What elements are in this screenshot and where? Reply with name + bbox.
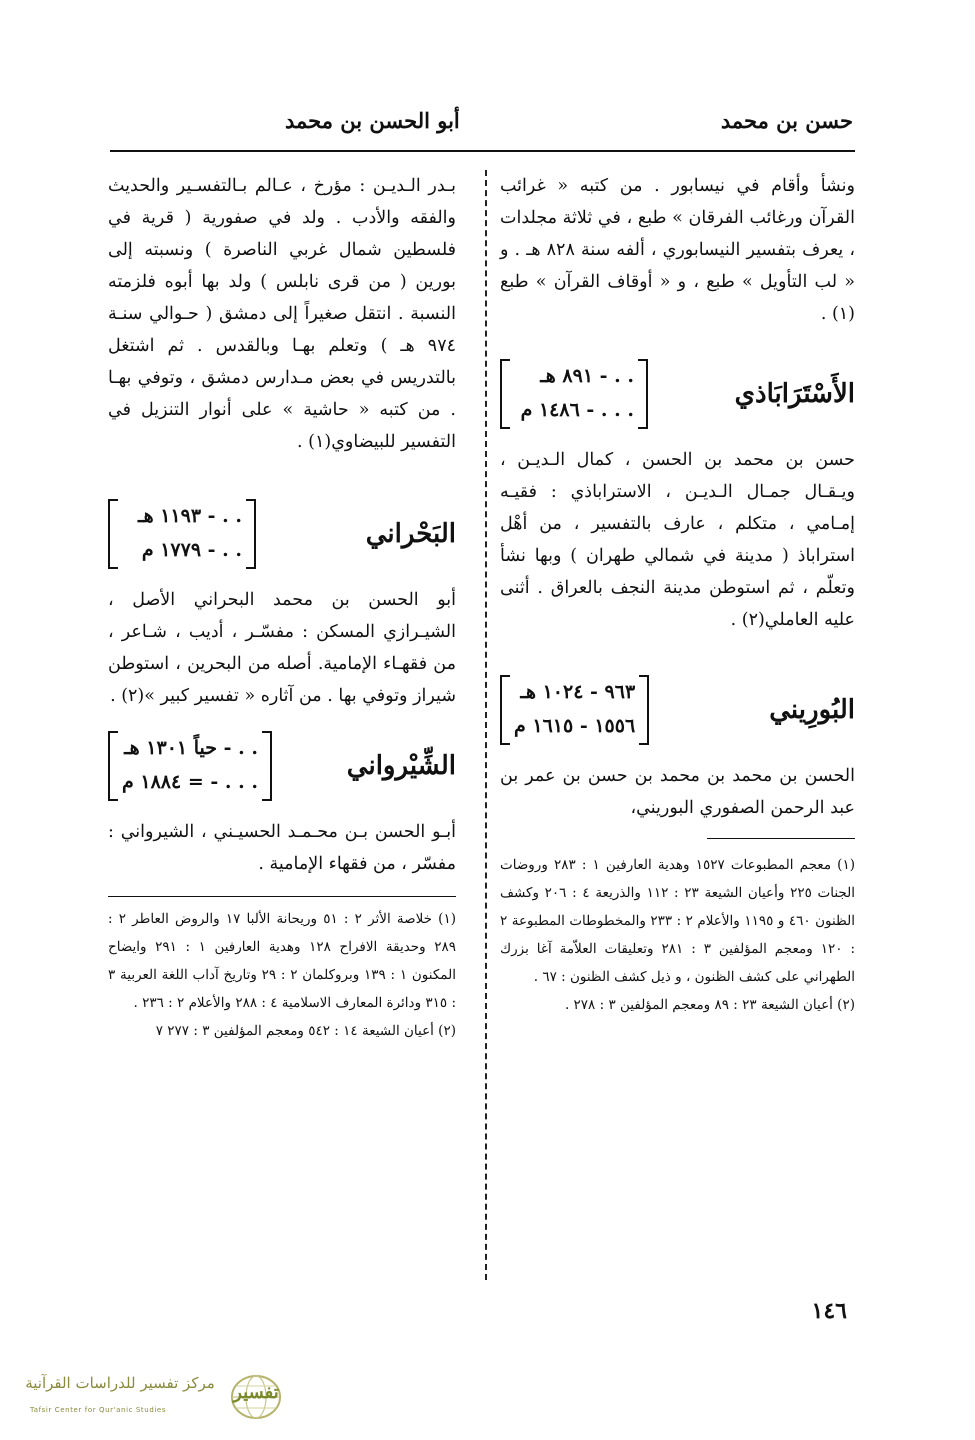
footnote: (٢) أعيان الشيعة ٢٣ : ٨٩ ومعجم المؤلفين ٣ : ٢٧٨ .: [564, 997, 855, 1013]
continued-entry-text: بـدر الـديـن : مؤرخ ، عـالم بـالتفسـير والحديث والفقه والأدب . ولد في صفورية ( قرية في فلسطين شمال غربي الناصرة ) ونسبته إلى بورين ( من قرى نابلس ) ولد بها أبوه فلزمته النسبة . انتقل صغيراً إلى دمشق ( حـوالي سنـة ٩٧٤ هـ ) وتعلم بهـا وبالقدس . ثم اشتغل بالتدريس في بعض مـدارس دمشق ، وتوفي بهـا . من كتبه « حاشية » على أنوار التنزيل في التفسير للبيضاوي(١) .: [108, 176, 456, 452]
footnote-rule: [707, 838, 855, 839]
logo-arabic-text: مركز تفسير للدراسات القرآنية: [25, 1374, 215, 1392]
date-hijri: ٩٦٣ - ١٠٢٤ هـ: [520, 681, 636, 703]
footnote: (١) خلاصة الأثر ٢ : ٥١ وريحانة الألبا ١٧ والروض العاطر ٢ : ٢٨٩ وحديقة الافراح ١٢٨ وهدية العارفين ١ : ٢٩١ وايضاح المكنون ١ : ١٣٩ وبروكلمان ٢ : ٢٩ وتاريخ آداب اللغة العربية ٣ : ٣١٥ ودائرة المعارف الاسلامية ٤ : ٢٨٨ والأعلام ٢ : ٢٣٦ .: [108, 911, 456, 1011]
date-gregorian: . . . - = ١٨٨٤ م: [122, 771, 258, 793]
date-bracket: [500, 675, 649, 745]
date-gregorian: ١٥٥٦ - ١٦١٥ م: [514, 715, 636, 737]
page-number: ١٤٦: [811, 1298, 847, 1324]
footnote: (١) معجم المطبوعات ١٥٢٧ وهدية العارفين ١ : ٢٨٣ وروضات الجنات ٢٢٥ وأعيان الشيعة ٢٣ : ١١٢ والذريعة ٤ : ٢٠٦ وكشف الظنون ٤٦٠ و ١١٩٥ والأعلام ٢ : ٢٣٣ والمخطوطات المطبوعة ٢ : ١٢٠ ومعجم المؤلفين ٣ : ٢٨١ وتعليقات العلاّمة آغا بزرك الطهراني على كشف الظنون ، و ذيل كشف الظنون : ٦٧ .: [500, 857, 856, 985]
date-gregorian: . . - ١٧٧٩ م: [141, 539, 242, 561]
publisher-logo: [20, 1368, 290, 1428]
logo-mark-text: تفسير: [233, 1382, 279, 1403]
entry-name: الأَسْتَرَابَاذي: [734, 379, 855, 409]
entry-heading: [500, 354, 855, 434]
date-bracket: [108, 731, 272, 801]
entry-text: حسن بن محمد بن الحسن ، كمال الـديـن ، ويـقـال جمـال الـديـن ، الاستراباذي : فقيـه إمـامي ، متكلم ، عارف بالتفسير ، من أهْل استراباذ ( مدينة في شمالي طهران ) وبها نشأ وتعلّم ، ثم استوطن مدينة النجف بالعراق . أثنى عليه العاملي(٢) .: [500, 450, 855, 630]
header-rule: [110, 150, 855, 152]
column-divider: [485, 170, 487, 1280]
footnote-rule: [108, 896, 456, 897]
entry-heading: [108, 726, 456, 806]
running-head-left: أبو الحسن بن محمد: [285, 108, 460, 133]
date-bracket: [108, 499, 256, 569]
entry-name: البُورِيني: [769, 695, 855, 725]
footnote: (٢) أعيان الشيعة ١٤ : ٥٤٢ ومعجم المؤلفين ٣ : ٢٧٧ ٧: [155, 1023, 456, 1039]
entry-text: أبـو الحسن بـن محـمـد الحسيـني ، الشيرواني : مفسّر ، من فقهاء الإمامية .: [108, 822, 456, 874]
entry-heading: [108, 494, 456, 574]
right-column: [500, 170, 855, 1019]
running-head-right: حسن بن محمد: [720, 108, 853, 133]
entry-name: البَحْراني: [365, 519, 456, 549]
logo-english-text: Tafsir Center for Qur'anic Studies: [30, 1406, 167, 1414]
date-hijri: . . - ٨٩١ هـ: [540, 365, 634, 387]
left-column: [108, 170, 456, 1045]
date-gregorian: . . . - ١٤٨٦ م: [520, 399, 634, 421]
continued-entry-text: ونشأ وأقام في نيسابور . من كتبه « غرائب القرآن ورغائب الفرقان » طبع ، في ثلاثة مجلدات ، يعرف بتفسير النيسابوري ، ألفه سنة ٨٢٨ هـ . و « لب التأويل » طبع ، و « أوقاف القرآن » طبع (١) .: [500, 176, 855, 324]
entry-name: الشِّيْرواني: [346, 751, 456, 781]
entry-heading: [500, 670, 855, 750]
entry-text: أبو الحسن بن محمد البحراني الأصل ، الشيـرازي المسكن : مفسّـر ، أديب ، شـاعر ، من فقهـاء الإمامية. أصله من البحرين ، استوطن شيراز وتوفي بها . من آثاره « تفسير كبير »(٢) .: [108, 590, 456, 706]
date-hijri: . . - حياً ١٣٠١ هـ: [124, 737, 258, 759]
date-hijri: . . - ١١٩٣ هـ: [138, 505, 242, 527]
entry-text: الحسن بن محمد بن محمد بن حسن بن عمر بن عبد الرحمن الصفوري البوريني،: [500, 766, 855, 818]
date-bracket: [500, 359, 648, 429]
